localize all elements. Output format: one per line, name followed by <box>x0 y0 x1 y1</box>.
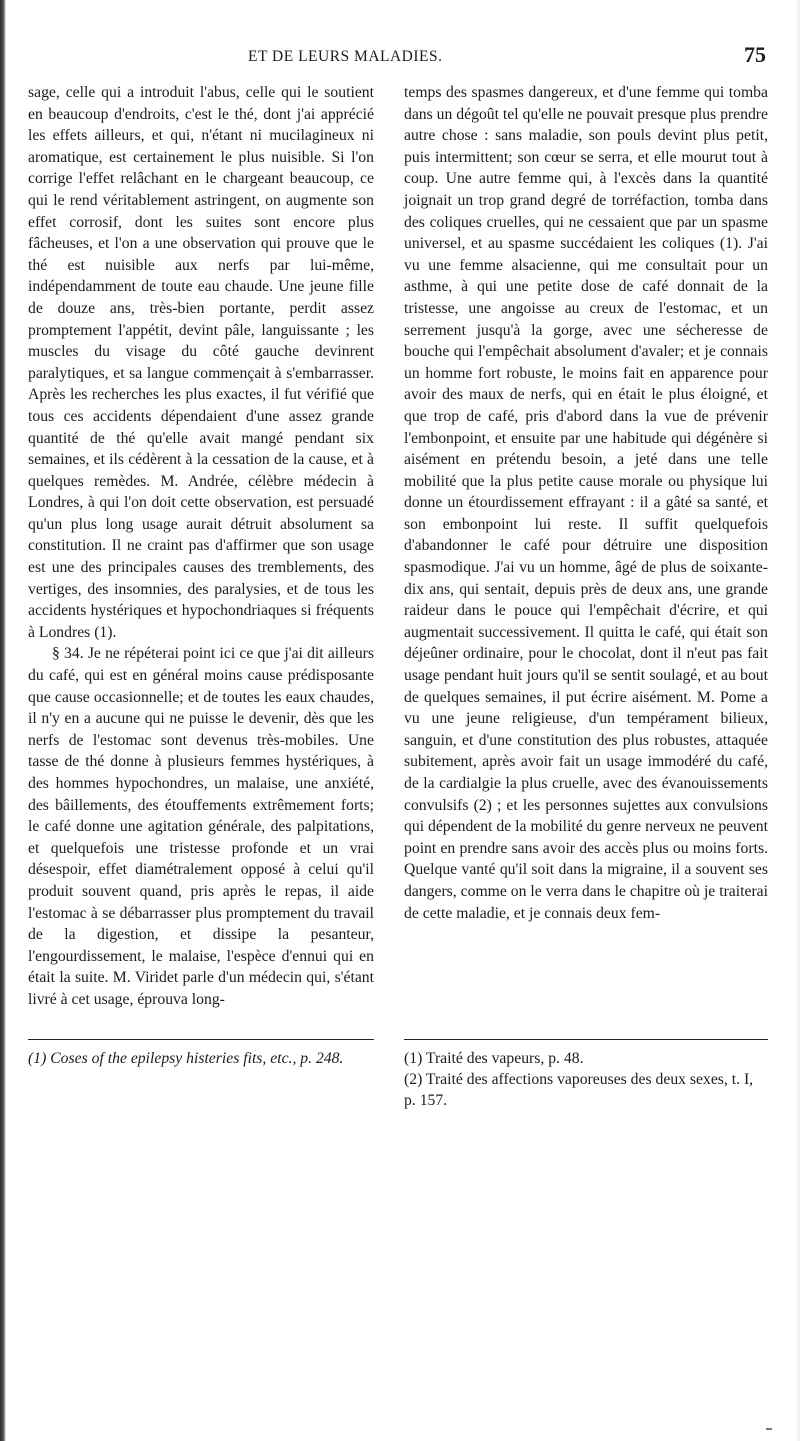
right-column <box>404 82 768 924</box>
footnote-right-1: (1) Traité des vapeurs, p. 48. <box>404 1050 584 1067</box>
page-binding-shadow <box>0 0 6 1441</box>
right-paragraph-1: temps des spasmes dangereux, et d'une femme qui tomba dans un dégoût tel qu'elle ne pouvait presque plus prendre autre chose : sans maladie, son pouls devint plus petit, puis intermittent; son cœur se serra, et elle mourut tout à coup. Une autre femme qui, à l'excès dans la quantité joignait un trop grand degré de torréfaction, tomba dans des coliques cruelles, qui ne cessaient que par un spasme universel, et au spasme succédaient les coliques (1). J'ai vu une femme alsacienne, qui me consultait pour un asthme, à qui une petite dose de café donnait de la tristesse, une angoisse au creux de l'estomac, et un serrement jusqu'à la gorge, avec une sécheresse de bouche qui l'empêchait absolument d'avaler; et je connais un homme fort robuste, le moins fait en apparence pour avoir des maux de nerfs, qui en était le plus éloigné, et que trop de café, pris d'abord dans la vue de prévenir l'embonpoint, et ensuite par une habitude qui dégénère si aisément en prétendu besoin, a jeté dans une telle mobilité que la plus petite cause morale ou physique lui donne un étourdissement effrayant : il a gâté sa santé, et son embonpoint lui reste. Il suffit quelquefois d'abandonner le café pour détruire une disposition spasmodique. J'ai vu un homme, âgé de plus de soixante-dix ans, qui sentait, depuis près de deux ans, une grande raideur dans le pouce qui l'empêchait d'écrire, et qui augmentait successivement. Il quitta le café, qui était son déjeûner ordinaire, pour le chocolat, dont il n'eut pas fait usage pendant huit jours qu'il se sentit soulagé, et au bout de quelques semaines, il put écrire aisément. M. Pome a vu une jeune religieuse, d'un tempérament bilieux, sanguin, et d'une constitution des plus robustes, attaquée subitement, après avoir fait un usage immodéré du café, de la cardialgie la plus cruelle, avec des évanouissements convulsifs (2) ; et les personnes sujettes aux convulsions qui dépendent de la mobilité du genre nerveux ne peuvent point en prendre sans avoir des accès plus ou moins forts. Quelque vanté qu'il soit dans la migraine, il a souvent ses dangers, comme on le verra dans le chapitre où je traiterai de cette maladie, et je connais deux fem- <box>404 84 768 922</box>
running-title: ET DE LEURS MALADIES. <box>248 48 443 65</box>
left-paragraph-1: sage, celle qui a introduit l'abus, celle qui le soutient en beaucoup d'endroits, c'est le thé, dont j'ai apprécié les effets ailleurs, et qui, n'étant ni mucilagineux ni aromatique, est certainement le plus nuisible. Si l'on corrige l'effet relâchant en le chargeant beaucoup, ce qui le rend véritablement astringent, on augmente son effet corrosif, dont les suites sont encore plus fâcheuses, et l'on a une observation qui prouve que le thé est nuisible aux nerfs par lui-même, indépendamment de toute eau chaude. Une jeune fille de douze ans, très-bien portante, perdit assez promptement l'appétit, devint pâle, languissante ; les muscles du visage du côté gauche devinrent paralytiques, et sa langue commençait à s'embarrasser. Après les recherches les plus exactes, il fut vérifié que tous ces accidents dépendaient d'une assez grande quantité de thé qu'elle avait mangé pendant six semaines, et ils cédèrent à la cessation de la cause, et à quelques remèdes. M. Andrée, célèbre médecin à Londres, à qui l'on doit cette observation, est persuadé qu'un plus long usage aurait détruit absolument sa constitution. Il ne craint pas d'affirmer que son usage est une des principales causes des tremblements, des vertiges, des insomnies, des paralysies, et de tous les accidents hystériques et hypochondriaques si fréquents à Londres (1). <box>28 84 374 641</box>
footnote-right-2: (2) Traité des affections vaporeuses des deux sexes, t. I, p. 157. <box>404 1071 754 1109</box>
page-number: 75 <box>744 42 766 67</box>
corner-mark <box>766 1428 772 1430</box>
footnotes-left <box>28 1048 374 1069</box>
footnote-left-1: (1) Coses of the epilepsy histeries fits, etc., p. 248. <box>28 1050 344 1067</box>
footnote-rule-right <box>404 1039 768 1040</box>
left-paragraph-2: § 34. Je ne répéterai point ici ce que j'ai dit ailleurs du café, qui est en général moins cause prédisposante que cause occasionnelle; et de toutes les eaux chaudes, il n'y en a aucune qui ne puisse le devenir, dès que les nerfs de l'estomac sont devenus très-mobiles. Une tasse de thé donne à plusieurs femmes hystériques, à des hommes hypochondres, un malaise, une anxiété, des bâillements, des étouffements extrêmement forts; le café donne une agitation générale, des palpitations, et quelquefois une tristesse profonde et un vrai désespoir, effet diamétralement opposé à celui qu'il produit souvent quand, pris après le repas, il aide l'estomac à se débarrasser plus promptement du travail de la digestion, et dissipe la pesanteur, l'engourdissement, le malaise, l'espèce d'ennui qui en était la suite. M. Viridet parle d'un médecin qui, s'étant livré à cet usage, éprouva long- <box>28 645 374 1008</box>
footnote-rule-left <box>28 1039 374 1040</box>
page-header <box>40 44 780 74</box>
left-column <box>28 82 374 1011</box>
footnotes-right <box>404 1048 768 1111</box>
